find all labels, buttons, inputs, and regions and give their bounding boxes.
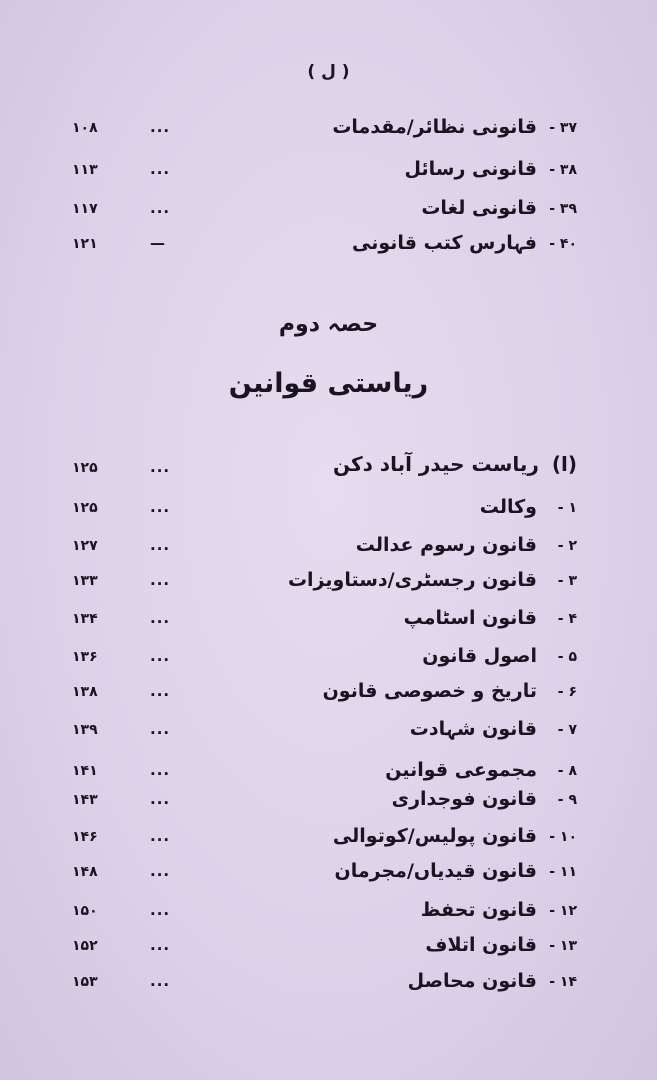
- entry-title: قانون شہادت: [409, 718, 537, 740]
- entry-title: قانون قیدیاں/مجرمان: [334, 860, 537, 882]
- entry-number: ۳۹ -: [549, 201, 577, 217]
- entry-leader: ...: [150, 536, 171, 554]
- entry-leader: ...: [150, 571, 171, 589]
- entry-leader: ...: [150, 609, 171, 627]
- entry-number: ۱۳ -: [549, 938, 577, 954]
- section-marker: (ا): [551, 452, 577, 476]
- entry-leader: ...: [150, 118, 171, 136]
- entry-page: ۱۱۳: [72, 162, 98, 178]
- entry-leader: ...: [150, 160, 171, 178]
- toc-entry: [0, 534, 657, 564]
- section-page-row: [0, 456, 657, 486]
- toc-entry: [0, 934, 657, 964]
- entry-page: ۱۲۱: [72, 236, 98, 252]
- entry-leader: ...: [150, 498, 171, 516]
- entry-number: ۷ -: [557, 722, 577, 738]
- entry-number: ۱ -: [557, 500, 577, 516]
- entry-title: قانونی رسائل: [404, 158, 537, 180]
- toc-entry: [0, 645, 657, 675]
- entry-number: ۵ -: [557, 649, 577, 665]
- entry-leader: ...: [150, 936, 171, 954]
- entry-page: ۱۴۱: [72, 763, 98, 779]
- entry-page: ۱۵۲: [72, 938, 98, 954]
- entry-title: وکالت: [479, 496, 537, 518]
- toc-entry: [0, 860, 657, 890]
- entry-page: ۱۲۵: [72, 460, 98, 476]
- entry-leader: ...: [150, 862, 171, 880]
- entry-page: ۱۳۴: [72, 611, 98, 627]
- entry-number: ۱۲ -: [549, 903, 577, 919]
- toc-entry: [0, 899, 657, 929]
- toc-entry: [0, 496, 657, 526]
- entry-page: ۱۰۸: [72, 120, 98, 136]
- entry-number: ۱۰ -: [549, 829, 577, 845]
- entry-page: ۱۲۵: [72, 500, 98, 516]
- entry-title: قانون اسٹامپ: [403, 607, 537, 629]
- entry-page: ۱۴۸: [72, 864, 98, 880]
- entry-page: ۱۵۰: [72, 903, 98, 919]
- entry-number: ۴۰ -: [549, 236, 577, 252]
- entry-number: ۲ -: [557, 538, 577, 554]
- entry-title: قانون اتلاف: [425, 934, 537, 956]
- entry-title: قانون پولیس/کوتوالی: [332, 825, 537, 847]
- entry-title: تاریخ و خصوصی قانون: [322, 680, 537, 702]
- section-title-text: ریاست حیدر آباد دکن: [332, 452, 539, 476]
- entry-leader: ...: [150, 827, 171, 845]
- toc-entry: [0, 569, 657, 599]
- entry-number: ۴ -: [557, 611, 577, 627]
- entry-leader: ...: [150, 199, 171, 217]
- entry-title: قانون محاصل: [407, 970, 537, 992]
- entry-number: ۱۱ -: [549, 864, 577, 880]
- entry-number: ۸ -: [557, 763, 577, 779]
- entry-title: اصول قانون: [422, 645, 537, 667]
- entry-page: ۱۳۳: [72, 573, 98, 589]
- entry-title: قانون فوجداری: [391, 788, 537, 810]
- toc-entry: [0, 197, 657, 227]
- entry-title: قانون تحفظ: [420, 899, 537, 921]
- entry-title: قانونی لغات: [421, 197, 537, 219]
- entry-number: ۳۸ -: [549, 162, 577, 178]
- entry-number: ۹ -: [557, 792, 577, 808]
- entry-leader: ...: [150, 790, 171, 808]
- entry-leader: ...: [150, 901, 171, 919]
- entry-title: قانونی نظائر/مقدمات: [332, 116, 537, 138]
- toc-entry: [0, 970, 657, 1000]
- toc-entry: [0, 116, 657, 146]
- entry-page: ۱۱۷: [72, 201, 98, 217]
- entry-leader: ...: [150, 682, 171, 700]
- entry-page: ۱۵۳: [72, 974, 98, 990]
- part-heading: حصہ دوم: [278, 312, 379, 337]
- page-number: ( ل ): [307, 62, 350, 82]
- entry-leader: ...: [150, 720, 171, 738]
- toc-entry: [0, 788, 657, 818]
- entry-page: ۱۴۳: [72, 792, 98, 808]
- entry-page: ۱۳۹: [72, 722, 98, 738]
- entry-leader: ...: [150, 761, 171, 779]
- entry-number: ۳ -: [557, 573, 577, 589]
- entry-page: ۱۴۶: [72, 829, 98, 845]
- entry-number: ۱۴ -: [549, 974, 577, 990]
- entry-number: ۳۷ -: [549, 120, 577, 136]
- toc-entry: [0, 680, 657, 710]
- toc-entry: [0, 759, 657, 789]
- toc-entry: [0, 607, 657, 637]
- entry-leader: ...: [150, 458, 171, 476]
- entry-leader: ...: [150, 647, 171, 665]
- entry-page: ۱۳۶: [72, 649, 98, 665]
- entry-page: ۱۳۸: [72, 684, 98, 700]
- entry-leader: ...: [150, 972, 171, 990]
- entry-page: ۱۲۷: [72, 538, 98, 554]
- entry-title: قانون رسوم عدالت: [355, 534, 537, 556]
- entry-title: قانون رجسٹری/دستاویزات: [287, 569, 537, 591]
- toc-entry: [0, 825, 657, 855]
- entry-number: ۶ -: [557, 684, 577, 700]
- part-subheading: ریاستی قوانین: [228, 368, 429, 399]
- entry-leader: —: [150, 234, 166, 252]
- entry-title: فہارس کتب قانونی: [352, 232, 537, 254]
- toc-entry: [0, 232, 657, 262]
- toc-entry: [0, 718, 657, 748]
- entry-title: مجموعی قوانین: [385, 759, 537, 781]
- toc-entry: [0, 158, 657, 188]
